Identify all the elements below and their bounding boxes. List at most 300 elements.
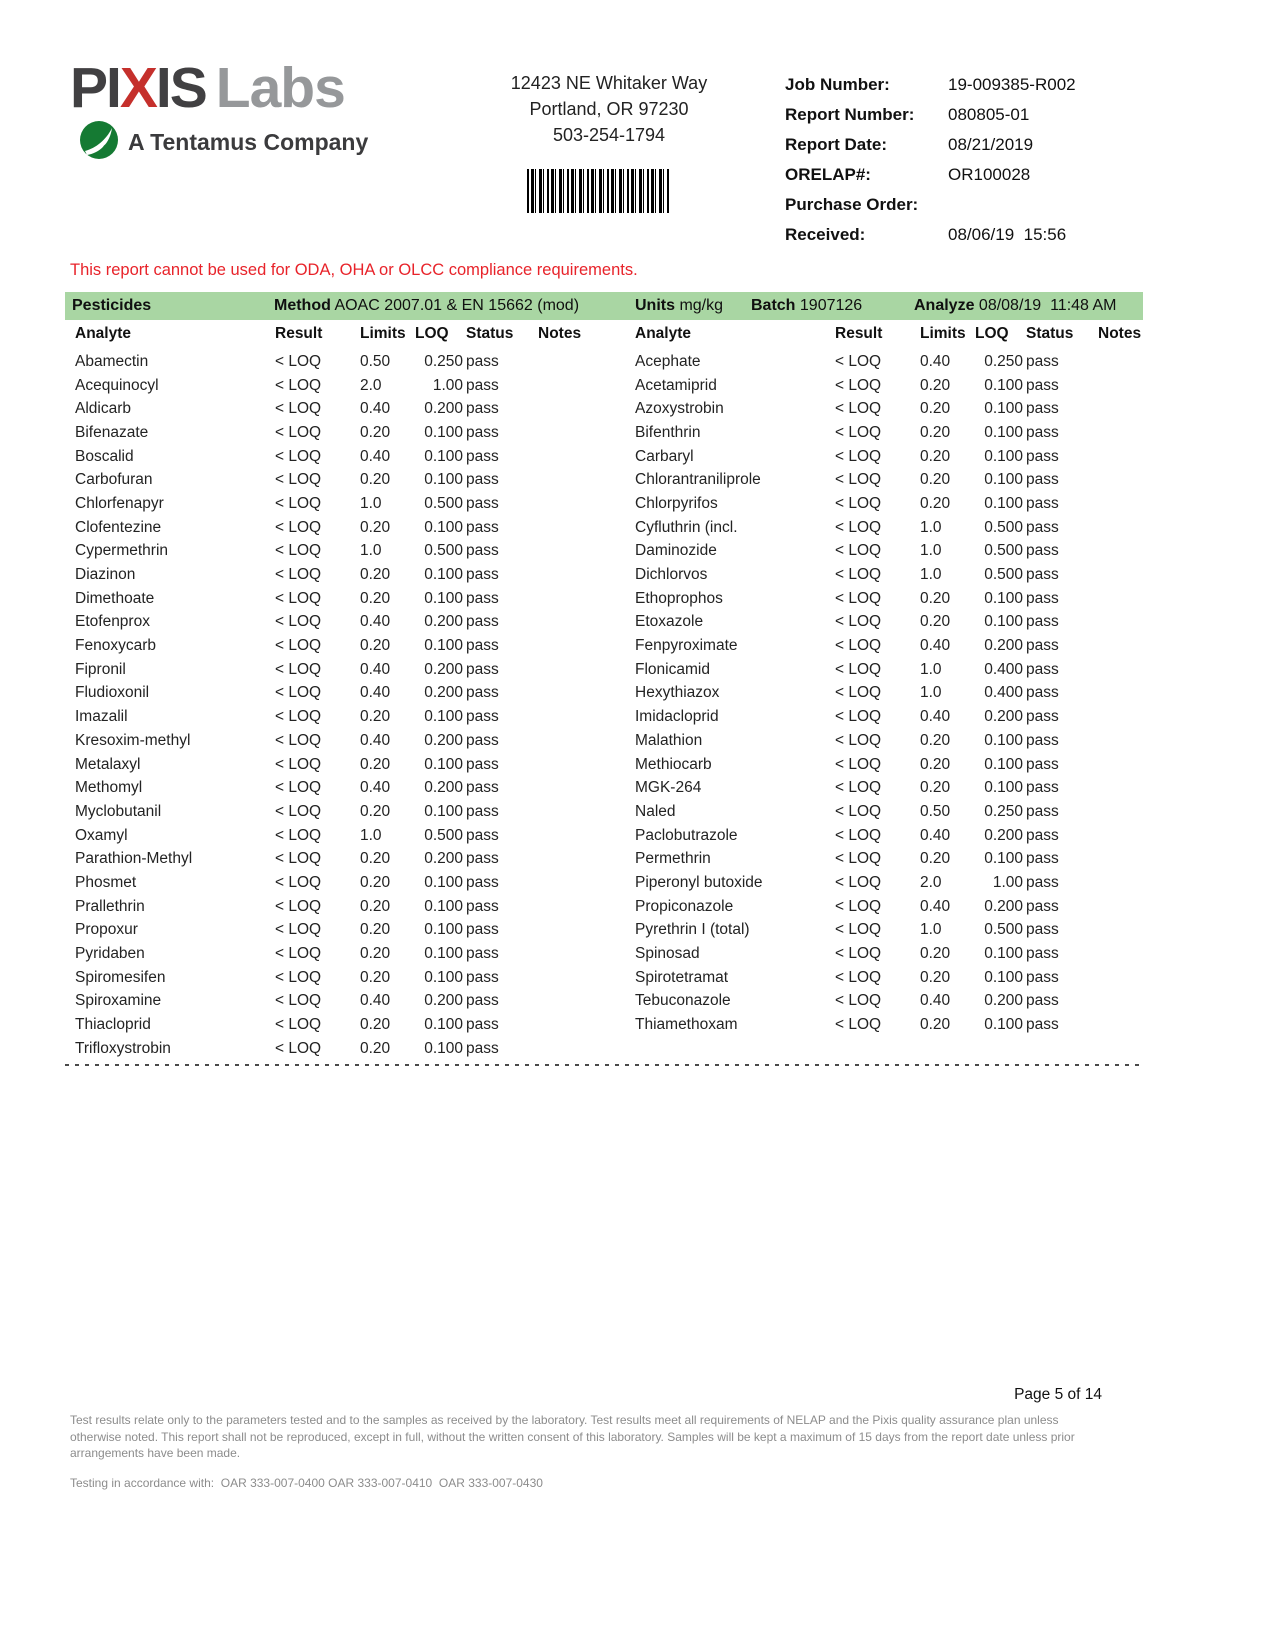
table-row bbox=[635, 800, 1140, 824]
cell-loq: 0.100 bbox=[424, 755, 463, 773]
cell-loq: 0.200 bbox=[984, 826, 1023, 844]
cell-analyte: Clofentezine bbox=[75, 518, 162, 536]
cell-limits: 0.20 bbox=[920, 779, 951, 797]
cell-loq: 0.200 bbox=[984, 992, 1023, 1010]
cell-result: < LOQ bbox=[275, 1016, 322, 1034]
cell-limits: 0.20 bbox=[920, 423, 951, 441]
cell-analyte: Dimethoate bbox=[75, 589, 155, 607]
cell-limits: 0.20 bbox=[920, 731, 951, 749]
cell-result: < LOQ bbox=[835, 968, 882, 986]
table-row bbox=[75, 729, 610, 753]
logo-part-labs: Labs bbox=[215, 56, 345, 120]
cell-status: pass bbox=[1026, 660, 1059, 678]
cell-result: < LOQ bbox=[275, 945, 322, 963]
cell-result: < LOQ bbox=[835, 921, 882, 939]
cell-analyte: MGK-264 bbox=[635, 779, 702, 797]
cell-limits: 0.40 bbox=[920, 897, 951, 915]
cell-loq: 0.100 bbox=[984, 1016, 1023, 1034]
cell-analyte: Diazinon bbox=[75, 566, 136, 584]
cell-status: pass bbox=[466, 684, 499, 702]
table-row bbox=[635, 847, 1140, 871]
cell-loq: 0.200 bbox=[424, 400, 463, 418]
cell-loq: 0.200 bbox=[424, 731, 463, 749]
cell-limits: 0.40 bbox=[360, 613, 391, 631]
cell-loq: 0.500 bbox=[424, 494, 463, 512]
cell-limits: 0.20 bbox=[920, 400, 951, 418]
table-row bbox=[75, 800, 610, 824]
cell-status: pass bbox=[1026, 755, 1059, 773]
cell-result: < LOQ bbox=[835, 352, 882, 370]
cell-loq: 0.100 bbox=[984, 613, 1023, 631]
cell-analyte: Chlorantraniliprole bbox=[635, 471, 761, 489]
cell-status: pass bbox=[1026, 542, 1059, 560]
cell-loq: 0.100 bbox=[424, 968, 463, 986]
cell-status: pass bbox=[1026, 708, 1059, 726]
cell-result: < LOQ bbox=[275, 755, 322, 773]
info-label: Report Date: bbox=[785, 135, 888, 154]
cell-status: pass bbox=[466, 1016, 499, 1034]
cell-loq: 0.100 bbox=[424, 589, 463, 607]
cell-limits: 0.20 bbox=[360, 921, 391, 939]
cell-status: pass bbox=[1026, 447, 1059, 465]
cell-result: < LOQ bbox=[835, 897, 882, 915]
cell-status: pass bbox=[1026, 494, 1059, 512]
pesticides-section-bar bbox=[65, 292, 1143, 320]
cell-limits: 0.40 bbox=[360, 684, 391, 702]
logo-part-x: X bbox=[119, 56, 156, 120]
info-value: 080805-01 bbox=[948, 105, 1030, 124]
batch-value: 1907126 bbox=[795, 297, 863, 314]
cell-analyte: Myclobutanil bbox=[75, 802, 162, 820]
cell-status: pass bbox=[1026, 850, 1059, 868]
cell-loq: 0.500 bbox=[424, 542, 463, 560]
cell-analyte: Fludioxonil bbox=[75, 684, 150, 702]
cell-status: pass bbox=[466, 826, 499, 844]
table-row bbox=[635, 468, 1140, 492]
cell-status: pass bbox=[466, 589, 499, 607]
cell-limits: 1.0 bbox=[360, 494, 382, 512]
cell-status: pass bbox=[1026, 637, 1059, 655]
table-row bbox=[635, 966, 1140, 990]
cell-limits: 0.20 bbox=[920, 447, 951, 465]
cell-result: < LOQ bbox=[835, 566, 882, 584]
cell-result: < LOQ bbox=[835, 779, 882, 797]
cell-limits: 0.20 bbox=[920, 589, 951, 607]
cell-limits: 0.20 bbox=[920, 945, 951, 963]
cell-limits: 1.0 bbox=[360, 542, 382, 560]
cell-loq: 0.500 bbox=[984, 542, 1023, 560]
report-info-block bbox=[785, 70, 1145, 250]
col-header-analyte: Analyte bbox=[75, 325, 131, 342]
cell-result: < LOQ bbox=[275, 613, 322, 631]
cell-loq: 0.100 bbox=[984, 447, 1023, 465]
leaf-icon bbox=[80, 119, 120, 166]
cell-limits: 0.40 bbox=[360, 400, 391, 418]
logo-part-pi: PI bbox=[70, 56, 120, 120]
cell-analyte: Imazalil bbox=[75, 708, 128, 726]
table-row bbox=[75, 847, 610, 871]
section-method bbox=[274, 292, 579, 320]
cell-loq: 0.500 bbox=[984, 921, 1023, 939]
cell-loq: 0.250 bbox=[984, 802, 1023, 820]
cell-status: pass bbox=[466, 921, 499, 939]
cell-loq: 0.100 bbox=[424, 897, 463, 915]
table-row bbox=[75, 445, 610, 469]
table-row bbox=[75, 397, 610, 421]
cell-loq: 0.100 bbox=[984, 471, 1023, 489]
cell-analyte: Methiocarb bbox=[635, 755, 712, 773]
cell-result: < LOQ bbox=[835, 850, 882, 868]
cell-limits: 0.20 bbox=[360, 471, 391, 489]
cell-result: < LOQ bbox=[275, 731, 322, 749]
col-header-limits: Limits bbox=[920, 325, 966, 342]
cell-status: pass bbox=[1026, 802, 1059, 820]
analyze-value: 08/08/19 11:48 AM bbox=[974, 297, 1117, 314]
table-row bbox=[75, 753, 610, 777]
cell-limits: 0.20 bbox=[920, 494, 951, 512]
cell-result: < LOQ bbox=[835, 731, 882, 749]
cell-status: pass bbox=[466, 968, 499, 986]
cell-analyte: Spiroxamine bbox=[75, 992, 162, 1010]
cell-analyte: Propoxur bbox=[75, 921, 138, 939]
cell-result: < LOQ bbox=[275, 566, 322, 584]
cell-result: < LOQ bbox=[275, 660, 322, 678]
table-row bbox=[75, 611, 610, 635]
table-row bbox=[75, 1037, 610, 1061]
cell-status: pass bbox=[466, 400, 499, 418]
table-row bbox=[75, 942, 610, 966]
table-row bbox=[75, 705, 610, 729]
cell-loq: 0.100 bbox=[424, 637, 463, 655]
cell-status: pass bbox=[466, 660, 499, 678]
cell-analyte: Etofenprox bbox=[75, 613, 150, 631]
cell-loq: 0.100 bbox=[424, 447, 463, 465]
section-batch bbox=[751, 292, 862, 320]
cell-limits: 0.40 bbox=[360, 447, 391, 465]
cell-analyte: Paclobutrazole bbox=[635, 826, 738, 844]
cell-result: < LOQ bbox=[275, 968, 322, 986]
cell-limits: 0.20 bbox=[360, 873, 391, 891]
cell-status: pass bbox=[466, 708, 499, 726]
cell-limits: 1.0 bbox=[920, 542, 942, 560]
cell-limits: 0.20 bbox=[920, 755, 951, 773]
cell-status: pass bbox=[1026, 968, 1059, 986]
table-row bbox=[75, 563, 610, 587]
analyte-table-right bbox=[635, 350, 1140, 1037]
cell-analyte: Methomyl bbox=[75, 779, 143, 797]
cell-status: pass bbox=[1026, 897, 1059, 915]
footer-disclaimer: Test results relate only to the parameters tested and to the samples as received by the laboratory. Test results meet all requirements of NELAP and the Pixis quality assurance plan unless otherwise noted. This report shall not be reproduced, except in full, without the written consent of this laboratory. Samples will be kept a maximum of 15 days from the report date unless prior arrangements have been made. bbox=[70, 1413, 1075, 1460]
cell-loq: 0.250 bbox=[424, 352, 463, 370]
cell-analyte: Boscalid bbox=[75, 447, 134, 465]
table-row bbox=[635, 776, 1140, 800]
cell-result: < LOQ bbox=[275, 352, 322, 370]
info-label: Job Number: bbox=[785, 75, 890, 94]
cell-loq: 0.100 bbox=[424, 921, 463, 939]
table-row bbox=[75, 895, 610, 919]
cell-loq: 0.100 bbox=[984, 731, 1023, 749]
cell-loq: 0.100 bbox=[984, 850, 1023, 868]
table-row bbox=[75, 374, 610, 398]
section-title: Pesticides bbox=[72, 297, 152, 314]
footer-accordance: Testing in accordance with: OAR 333-007-0400 OAR 333-007-0410 OAR 333-007-0430 bbox=[70, 1476, 543, 1490]
cell-result: < LOQ bbox=[835, 873, 882, 891]
logo-tagline: A Tentamus Company bbox=[128, 129, 369, 155]
cell-limits: 0.40 bbox=[360, 660, 391, 678]
cell-analyte: Hexythiazox bbox=[635, 684, 720, 702]
page-number: Page 5 of 14 bbox=[1014, 1386, 1102, 1403]
cell-analyte: Permethrin bbox=[635, 850, 711, 868]
table-row bbox=[635, 421, 1140, 445]
cell-limits: 2.0 bbox=[360, 376, 382, 394]
cell-analyte: Imidacloprid bbox=[635, 708, 719, 726]
cell-status: pass bbox=[466, 566, 499, 584]
cell-analyte: Flonicamid bbox=[635, 660, 710, 678]
cell-result: < LOQ bbox=[275, 637, 322, 655]
cell-analyte: Thiacloprid bbox=[75, 1016, 151, 1034]
cell-loq: 0.250 bbox=[984, 352, 1023, 370]
table-row bbox=[75, 468, 610, 492]
cell-analyte: Oxamyl bbox=[75, 826, 128, 844]
cell-analyte: Prallethrin bbox=[75, 897, 145, 915]
table-row bbox=[635, 445, 1140, 469]
table-row bbox=[75, 350, 610, 374]
info-label: ORELAP#: bbox=[785, 165, 871, 184]
cell-status: pass bbox=[466, 352, 499, 370]
cell-loq: 0.400 bbox=[984, 684, 1023, 702]
cell-analyte: Kresoxim-methyl bbox=[75, 731, 191, 749]
cell-limits: 0.40 bbox=[920, 826, 951, 844]
cell-analyte: Ethoprophos bbox=[635, 589, 723, 607]
cell-loq: 0.100 bbox=[984, 376, 1023, 394]
cell-limits: 0.20 bbox=[360, 708, 391, 726]
cell-limits: 0.20 bbox=[360, 423, 391, 441]
cell-result: < LOQ bbox=[275, 542, 322, 560]
cell-loq: 0.200 bbox=[424, 660, 463, 678]
cell-limits: 0.20 bbox=[360, 968, 391, 986]
cell-result: < LOQ bbox=[835, 518, 882, 536]
cell-loq: 0.100 bbox=[984, 400, 1023, 418]
compliance-notice: This report cannot be used for ODA, OHA or OLCC compliance requirements. bbox=[70, 261, 638, 279]
cell-status: pass bbox=[1026, 566, 1059, 584]
cell-result: < LOQ bbox=[835, 423, 882, 441]
dashed-separator bbox=[65, 1064, 1143, 1066]
section-units bbox=[635, 292, 723, 320]
cell-loq: 0.500 bbox=[984, 518, 1023, 536]
cell-status: pass bbox=[1026, 518, 1059, 536]
cell-loq: 0.100 bbox=[984, 423, 1023, 441]
cell-result: < LOQ bbox=[275, 400, 322, 418]
info-value: 08/21/2019 bbox=[948, 135, 1034, 154]
table-row bbox=[75, 540, 610, 564]
cell-status: pass bbox=[1026, 684, 1059, 702]
cell-loq: 0.400 bbox=[984, 660, 1023, 678]
cell-loq: 0.200 bbox=[424, 684, 463, 702]
table-row bbox=[75, 682, 610, 706]
cell-analyte: Abamectin bbox=[75, 352, 149, 370]
cell-limits: 0.20 bbox=[360, 850, 391, 868]
cell-analyte: Bifenthrin bbox=[635, 423, 701, 441]
cell-result: < LOQ bbox=[835, 945, 882, 963]
cell-limits: 0.20 bbox=[360, 566, 391, 584]
cell-status: pass bbox=[466, 802, 499, 820]
cell-analyte: Cypermethrin bbox=[75, 542, 169, 560]
cell-analyte: Spirotetramat bbox=[635, 968, 729, 986]
info-label: Purchase Order: bbox=[785, 195, 919, 214]
cell-loq: 0.200 bbox=[424, 613, 463, 631]
cell-result: < LOQ bbox=[275, 518, 322, 536]
cell-result: < LOQ bbox=[275, 471, 322, 489]
col-header-loq: LOQ bbox=[415, 325, 449, 342]
table-row bbox=[635, 729, 1140, 753]
table-row bbox=[635, 563, 1140, 587]
cell-status: pass bbox=[1026, 779, 1059, 797]
cell-status: pass bbox=[466, 945, 499, 963]
table-header-left bbox=[75, 325, 610, 345]
col-header-result: Result bbox=[275, 325, 323, 342]
info-row-received bbox=[785, 220, 1145, 250]
cell-analyte: Chlorfenapyr bbox=[75, 494, 164, 512]
cell-loq: 0.200 bbox=[984, 637, 1023, 655]
cell-analyte: Fenpyroximate bbox=[635, 637, 738, 655]
cell-loq: 0.100 bbox=[424, 708, 463, 726]
info-label: Report Number: bbox=[785, 105, 915, 124]
cell-result: < LOQ bbox=[835, 376, 882, 394]
cell-status: pass bbox=[1026, 352, 1059, 370]
info-value: 19-009385-R002 bbox=[948, 75, 1076, 94]
table-row bbox=[75, 492, 610, 516]
cell-analyte: Carbofuran bbox=[75, 471, 153, 489]
cell-limits: 0.40 bbox=[920, 352, 951, 370]
table-row bbox=[75, 658, 610, 682]
cell-analyte: Bifenazate bbox=[75, 423, 149, 441]
info-value: 08/06/19 15:56 bbox=[948, 225, 1067, 244]
cell-limits: 1.0 bbox=[920, 921, 942, 939]
table-row bbox=[75, 824, 610, 848]
cell-result: < LOQ bbox=[275, 779, 322, 797]
cell-loq: 0.100 bbox=[424, 423, 463, 441]
table-row bbox=[75, 587, 610, 611]
cell-analyte: Chlorpyrifos bbox=[635, 494, 718, 512]
cell-status: pass bbox=[1026, 731, 1059, 749]
cell-loq: 1.00 bbox=[432, 376, 463, 394]
cell-limits: 0.20 bbox=[360, 945, 391, 963]
table-row bbox=[75, 421, 610, 445]
table-row bbox=[635, 374, 1140, 398]
table-row bbox=[75, 871, 610, 895]
cell-result: < LOQ bbox=[835, 755, 882, 773]
cell-result: < LOQ bbox=[275, 423, 322, 441]
cell-loq: 0.100 bbox=[424, 1016, 463, 1034]
cell-status: pass bbox=[466, 542, 499, 560]
cell-limits: 0.20 bbox=[360, 802, 391, 820]
cell-analyte: Dichlorvos bbox=[635, 566, 708, 584]
table-row bbox=[635, 634, 1140, 658]
table-row bbox=[635, 705, 1140, 729]
units-value: mg/kg bbox=[675, 297, 724, 314]
cell-result: < LOQ bbox=[835, 613, 882, 631]
col-header-limits: Limits bbox=[360, 325, 406, 342]
cell-analyte: Pyrethrin I (total) bbox=[635, 921, 750, 939]
cell-analyte: Parathion-Methyl bbox=[75, 850, 193, 868]
table-row bbox=[635, 990, 1140, 1014]
table-row bbox=[75, 966, 610, 990]
cell-loq: 0.500 bbox=[984, 566, 1023, 584]
cell-result: < LOQ bbox=[275, 850, 322, 868]
cell-result: < LOQ bbox=[835, 400, 882, 418]
table-row bbox=[635, 753, 1140, 777]
cell-limits: 0.40 bbox=[360, 731, 391, 749]
table-row bbox=[635, 350, 1140, 374]
cell-limits: 0.50 bbox=[360, 352, 391, 370]
col-header-notes: Notes bbox=[538, 325, 582, 342]
cell-limits: 0.20 bbox=[360, 1016, 391, 1034]
cell-loq: 0.200 bbox=[424, 992, 463, 1010]
cell-result: < LOQ bbox=[275, 684, 322, 702]
cell-result: < LOQ bbox=[835, 494, 882, 512]
cell-analyte: Fenoxycarb bbox=[75, 637, 156, 655]
cell-analyte: Fipronil bbox=[75, 660, 126, 678]
cell-limits: 1.0 bbox=[360, 826, 382, 844]
cell-analyte: Acequinocyl bbox=[75, 376, 159, 394]
cell-loq: 0.200 bbox=[424, 779, 463, 797]
logo-part-is: IS bbox=[155, 56, 206, 120]
cell-status: pass bbox=[1026, 613, 1059, 631]
cell-limits: 1.0 bbox=[920, 566, 942, 584]
table-row bbox=[635, 1013, 1140, 1037]
cell-limits: 0.40 bbox=[360, 992, 391, 1010]
table-row bbox=[75, 1013, 610, 1037]
cell-limits: 0.20 bbox=[920, 850, 951, 868]
cell-status: pass bbox=[1026, 826, 1059, 844]
cell-analyte: Pyridaben bbox=[75, 945, 145, 963]
table-row bbox=[635, 587, 1140, 611]
cell-status: pass bbox=[466, 779, 499, 797]
cell-status: pass bbox=[466, 494, 499, 512]
cell-analyte: Naled bbox=[635, 802, 676, 820]
address-line: 12423 NE Whitaker Way bbox=[510, 73, 708, 93]
table-row bbox=[75, 776, 610, 800]
cell-limits: 0.20 bbox=[360, 637, 391, 655]
cell-analyte: Trifloxystrobin bbox=[75, 1039, 171, 1057]
cell-analyte: Metalaxyl bbox=[75, 755, 141, 773]
cell-status: pass bbox=[1026, 423, 1059, 441]
table-row bbox=[635, 492, 1140, 516]
cell-analyte: Tebuconazole bbox=[635, 992, 731, 1010]
cell-limits: 1.0 bbox=[920, 518, 942, 536]
cell-limits: 2.0 bbox=[920, 873, 942, 891]
cell-status: pass bbox=[466, 897, 499, 915]
cell-analyte: Daminozide bbox=[635, 542, 717, 560]
cell-result: < LOQ bbox=[275, 447, 322, 465]
cell-loq: 0.100 bbox=[424, 802, 463, 820]
logo-wordmark bbox=[70, 56, 368, 120]
cell-limits: 0.20 bbox=[920, 613, 951, 631]
cell-status: pass bbox=[466, 471, 499, 489]
table-row bbox=[635, 682, 1140, 706]
table-row bbox=[75, 634, 610, 658]
col-header-result: Result bbox=[835, 325, 883, 342]
analyte-table-left bbox=[75, 350, 610, 1061]
cell-limits: 0.20 bbox=[360, 518, 391, 536]
units-label: Units bbox=[635, 297, 675, 314]
cell-status: pass bbox=[1026, 471, 1059, 489]
cell-analyte: Azoxystrobin bbox=[635, 400, 724, 418]
cell-result: < LOQ bbox=[835, 471, 882, 489]
cell-limits: 0.20 bbox=[360, 897, 391, 915]
cell-loq: 0.500 bbox=[424, 826, 463, 844]
cell-result: < LOQ bbox=[835, 447, 882, 465]
